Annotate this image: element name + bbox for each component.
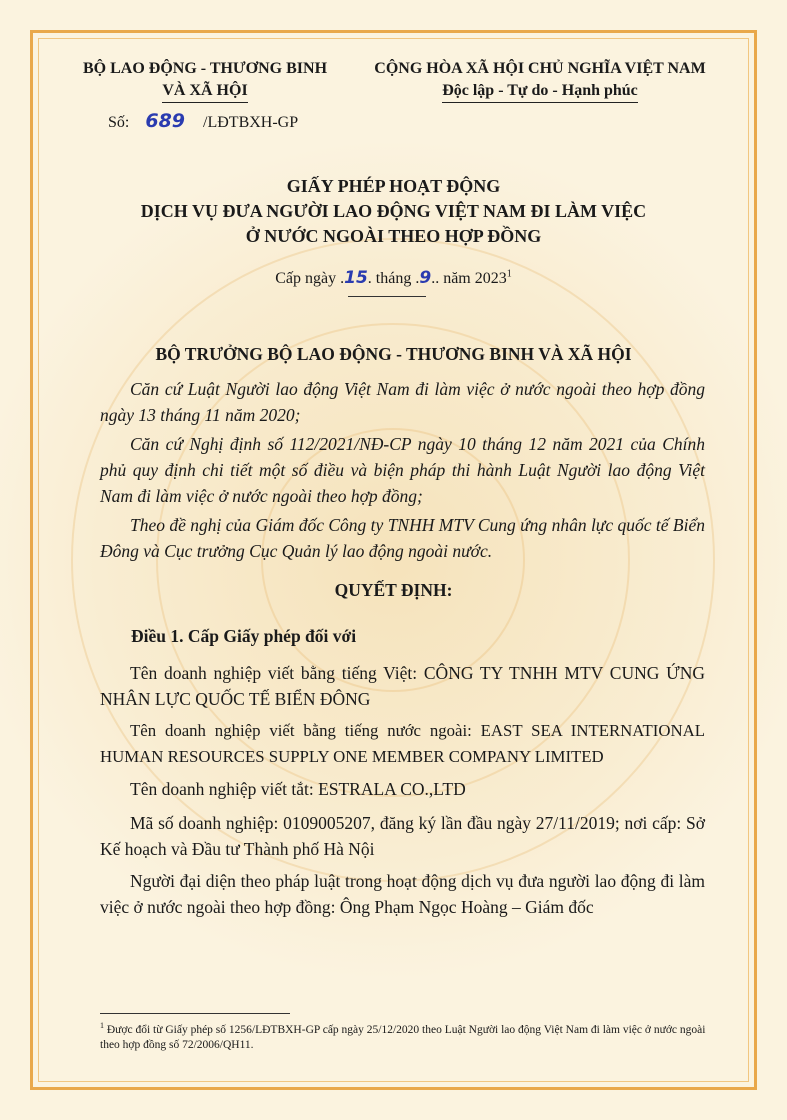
footnote-text: Được đổi từ Giấy phép số 1256/LĐTBXH-GP cấp ngày 25/12/2020 theo Luật Người lao động Việt Nam đi làm việc ở nước ngoài theo hợp đồng số 72/2006/QH11. xyxy=(100,1023,706,1051)
title-line-3: Ở NƯỚC NGOÀI THEO HỢP ĐỒNG xyxy=(245,226,542,246)
number-suffix: /LĐTBXH-GP xyxy=(203,114,299,131)
republic-name: CỘNG HÒA XÃ HỘI CHỦ NGHĨA VIỆT NAM xyxy=(374,60,706,77)
date-underline xyxy=(348,296,426,297)
footnote-separator xyxy=(100,1013,290,1014)
legal-basis-1: Căn cứ Luật Người lao động Việt Nam đi làm việc ở nước ngoài theo hợp đồng ngày 13 tháng 11 năm 2020; xyxy=(100,379,705,425)
number-label: Số: xyxy=(108,114,130,131)
footnote xyxy=(100,1018,720,1053)
date-month-label: . tháng . xyxy=(367,270,420,287)
title-line-2: DỊCH VỤ ĐƯA NGƯỜI LAO ĐỘNG VIỆT NAM ĐI LÀM VIỆC xyxy=(140,201,647,221)
title-line-1: GIẤY PHÉP HOẠT ĐỘNG xyxy=(286,176,501,196)
document-number xyxy=(108,110,298,132)
enterprise-code: Mã số doanh nghiệp: 0109005207, đăng ký lần đầu ngày 27/11/2019; nơi cấp: Sở Kế hoạch và Đầu tư Thành phố Hà Nội xyxy=(100,813,705,859)
republic-header xyxy=(345,58,735,103)
ministry-line-1: BỘ LAO ĐỘNG - THƯƠNG BINH xyxy=(82,60,328,77)
company-name-foreign: Tên doanh nghiệp viết bằng tiếng nước ngoài: EAST SEA INTERNATIONAL HUMAN RESOURCES SUPPLY ONE MEMBER COMPANY LIMITED xyxy=(100,721,705,766)
decision-heading: QUYẾT ĐỊNH: xyxy=(334,580,453,600)
date-year-label: .. năm 2023 xyxy=(431,270,507,287)
legal-representative: Người đại diện theo pháp luật trong hoạt động dịch vụ đưa người lao động đi làm việc ở nước ngoài theo hợp đồng: Ông Phạm Ngọc Hoàng – Giám đốc xyxy=(100,871,705,917)
ministry-name xyxy=(55,58,355,103)
ministry-line-2: VÀ XÃ HỘI xyxy=(162,80,247,103)
issuing-authority: BỘ TRƯỞNG BỘ LAO ĐỘNG - THƯƠNG BINH VÀ XÃ HỘI xyxy=(155,344,632,364)
legal-basis-3: Theo đề nghị của Giám đốc Công ty TNHH MTV Cung ứng nhân lực quốc tế Biển Đông và Cục trưởng Cục Quản lý lao động ngoài nước. xyxy=(100,515,705,561)
issue-date xyxy=(40,268,747,288)
national-motto: Độc lập - Tự do - Hạnh phúc xyxy=(442,80,638,103)
date-month: 9 xyxy=(419,268,432,288)
legal-basis-2: Căn cứ Nghị định số 112/2021/NĐ-CP ngày 10 tháng 12 năm 2021 của Chính phủ quy định chi tiết một số điều và biện pháp thi hành Luật Người lao động Việt Nam đi làm việc ở nước ngoài theo hợp đồng; xyxy=(100,434,705,506)
footnote-mark: 1 xyxy=(100,1021,104,1030)
number-handwritten: 689 xyxy=(145,110,186,132)
article-1-heading: Điều 1. Cấp Giấy phép đối với xyxy=(131,626,357,646)
footnote-reference: 1 xyxy=(506,268,512,280)
company-abbreviation: Tên doanh nghiệp viết tắt: ESTRALA CO.,LTD xyxy=(130,779,466,799)
date-day: 15 xyxy=(344,268,368,288)
document-title xyxy=(40,174,747,249)
company-name-vietnamese: Tên doanh nghiệp viết bằng tiếng Việt: CÔNG TY TNHH MTV CUNG ỨNG NHÂN LỰC QUỐC TẾ BIỂN ĐÔNG xyxy=(100,663,705,709)
date-prefix: Cấp ngày . xyxy=(275,270,345,287)
